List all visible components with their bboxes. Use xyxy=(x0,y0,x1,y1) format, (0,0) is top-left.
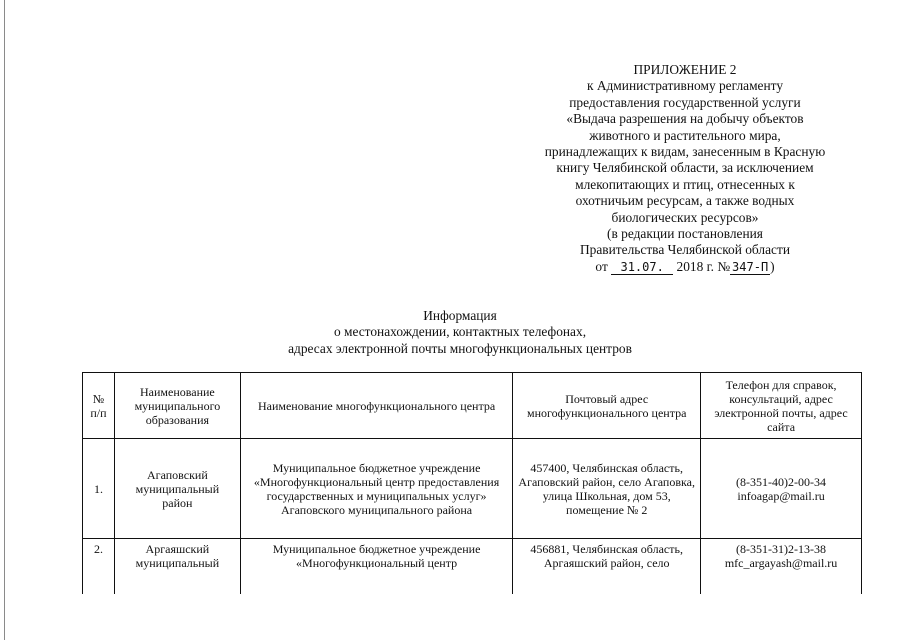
phone-number: (8-351-31)2-13-38 xyxy=(736,542,827,556)
appendix-line: книгу Челябинской области, за исключением xyxy=(556,160,814,176)
info-title-line: адресах электронной почты многофункциональных центров xyxy=(288,340,632,356)
postal-address: 456881, Челябинская область, Аргаяшский район, село xyxy=(513,539,701,595)
email-address: infoagap@mail.ru xyxy=(737,488,825,503)
appendix-line: принадлежащих к видам, занесенным в Красную xyxy=(544,144,826,160)
phone-number: (8-351-40)2-00-34 xyxy=(736,474,827,489)
appendix-line: охотничьим ресурсам, а также водных xyxy=(575,193,795,209)
table-header-row xyxy=(83,373,862,439)
row-number: 1. xyxy=(83,439,115,539)
header-contacts: Телефон для справок, консультаций, адрес электронной почты, адрес сайта xyxy=(701,373,862,439)
appendix-line: млекопитающих и птиц, отнесенных к xyxy=(575,176,795,192)
info-title-line: Информация xyxy=(423,308,497,323)
closing-bracket: ) xyxy=(770,258,775,274)
email-address: mfc_argayash@mail.ru xyxy=(724,556,838,570)
appendix-line: биологических ресурсов» xyxy=(611,209,759,225)
decree-date: 31.07. xyxy=(611,261,673,275)
contact-cell xyxy=(701,439,862,539)
header-municipality: Наименование муниципального образования xyxy=(114,373,240,439)
appendix-line: к Административному регламенту xyxy=(586,78,784,94)
appendix-line: предоставления государственной услуги xyxy=(569,94,801,110)
appendix-line: Правительства Челябинской области xyxy=(580,242,790,258)
mfc-table xyxy=(82,372,862,594)
row-number: 2. xyxy=(83,539,115,595)
header-address: Почтовый адрес многофункционального центра xyxy=(513,373,701,439)
info-title xyxy=(240,308,680,357)
appendix-line: животного и растительного мира, xyxy=(589,127,781,143)
decree-number: 347-П xyxy=(732,259,769,274)
info-title-line: о местонахождении, контактных телефонах, xyxy=(333,324,587,340)
page-edge-line xyxy=(4,0,5,640)
year-text: 2018 г. № xyxy=(676,258,731,274)
appendix-header xyxy=(505,62,865,275)
contact-cell xyxy=(701,539,862,595)
postal-address: 457400, Челябинская область, Агаповский район, село Агаповка, улица Школьная, дом 53, помещение № 2 xyxy=(513,439,701,539)
header-center: Наименование многофункционального центра xyxy=(240,373,512,439)
appendix-line: (в редакции постановления xyxy=(607,226,763,242)
table-row xyxy=(83,439,862,539)
center-name: Муниципальное бюджетное учреждение «Многофункциональный центр xyxy=(240,539,512,595)
appendix-line: «Выдача разрешения на добычу объектов xyxy=(566,111,804,127)
header-number: № п/п xyxy=(83,373,115,439)
table-row xyxy=(83,539,862,595)
municipality-name: Агаповский муниципальный район xyxy=(114,439,240,539)
center-name: Муниципальное бюджетное учреждение «Многофункциональный центр предоставления государственных и муниципальных услуг» Агаповского муниципального района xyxy=(240,439,512,539)
appendix-title: ПРИЛОЖЕНИЕ 2 xyxy=(633,62,737,77)
decree-date-line xyxy=(505,259,865,275)
municipality-name: Аргаяшский муниципальный xyxy=(114,539,240,595)
date-prefix: от xyxy=(595,258,608,274)
